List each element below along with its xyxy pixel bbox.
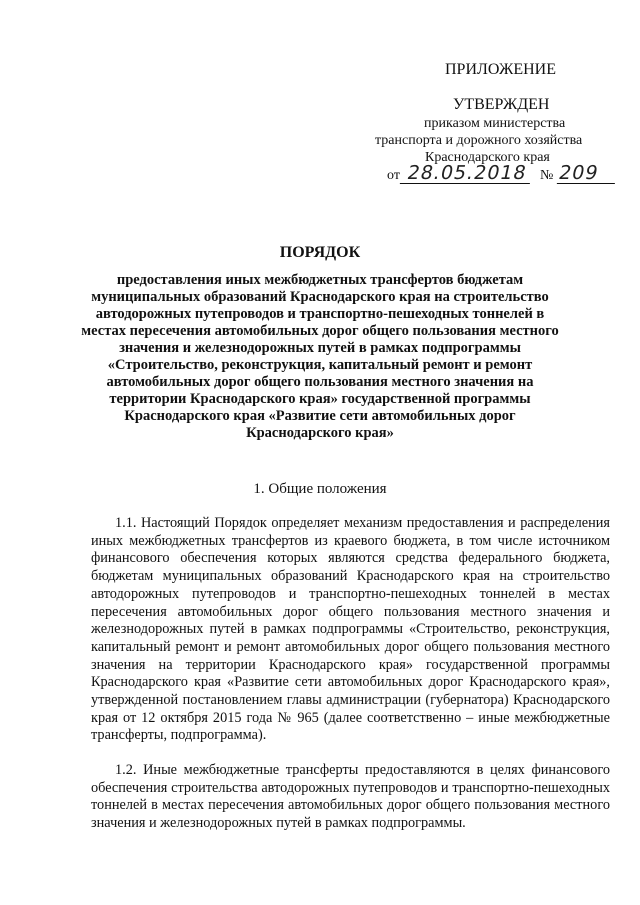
paragraph-1-2: 1.2. Иные межбюджетные трансферты предоставляются в целях финансового обеспечения строительства автодорожных путепроводов и транспортно-пешеходных тоннелей в местах пересечения автомобильных дорог общего пользования местного значения и железнодорожных путей в рамках подпрограммы.: [91, 762, 610, 832]
approval-line-1: приказом министерства: [424, 116, 566, 131]
approval-line-3: Краснодарского края: [425, 150, 550, 165]
approval-line-2: транспорта и дорожного хозяйства: [375, 133, 583, 148]
handwritten-date: 28.05.2018: [400, 163, 534, 184]
document-title: ПОРЯДОК: [279, 244, 361, 261]
paragraph-1-1: 1.1. Настоящий Порядок определяет механизм предоставления и распределения иных межбюджетных трансфертов из краевого бюджета, в том числе источником финансового обеспечения которых являются средства федерального бюджета, бюджетам муниципальных образований Краснодарского края на строительство автодорожных путепроводов и транспортно-пешеходных тоннелей в местах пересечения автомобильных дорог общего пользования местного значения и железнодорожных путей в рамках подпрограммы «Строительство, реконструкция, капитальный ремонт и ремонт автомобильных дорог общего пользования местного значения на территории Краснодарского края» государственной программы Краснодарского края «Развитие сети автомобильных дорог Краснодарского края», утвержденной постановлением главы администрации (губернатора) Краснодарского края от 12 октября 2015 года № 965 (далее соответственно – иные межбюджетные трансферты, подпрограмма).: [91, 515, 610, 744]
section-heading: 1. Общие положения: [253, 481, 387, 497]
order-date-number: [387, 163, 617, 184]
handwritten-number: 209: [557, 163, 619, 184]
document-subtitle: предоставления иных межбюджетных трансфертов бюджетам муниципальных образований Краснодарского края на строительство автодорожных путепроводов и транспортно-пешеходных тоннелей в местах пересечения автомобильных дорог общего пользования местного значения и железнодорожных путей в рамках подпрограммы «Строительство, реконструкция, капитальный ремонт и ремонт автомобильных дорог общего пользования местного значения на территории Краснодарского края» государственной программы Краснодарского края «Развитие сети автомобильных дорог Краснодарского края»: [81, 272, 559, 441]
appendix-label: ПРИЛОЖЕНИЕ: [445, 61, 557, 78]
number-label: №: [539, 168, 554, 183]
approved-label: УТВЕРЖДЕН: [453, 96, 550, 113]
date-prefix: от: [387, 168, 400, 183]
